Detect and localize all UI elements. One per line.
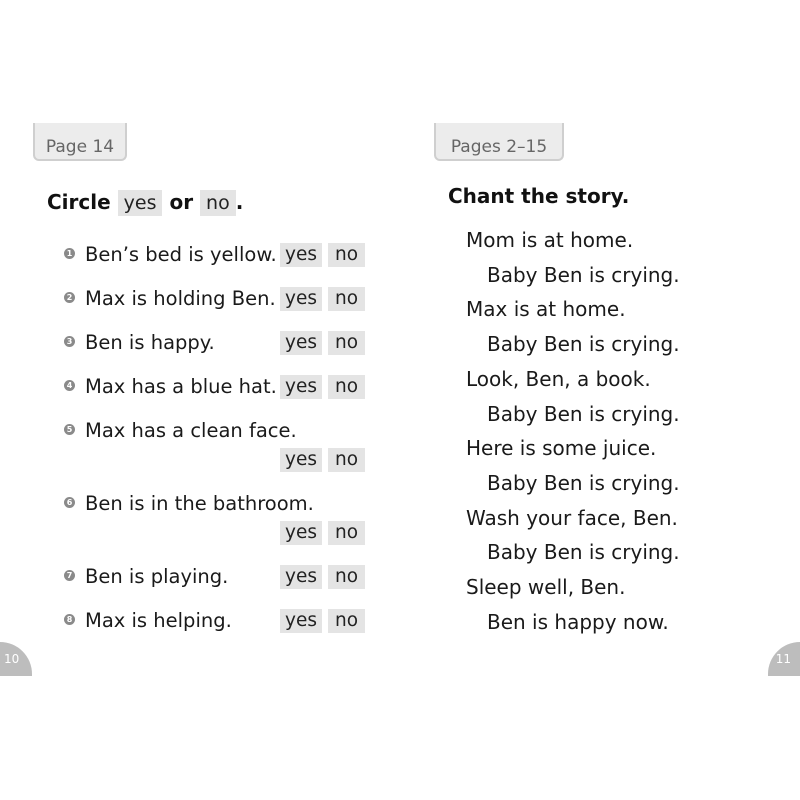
question-text: Ben is happy. [85,331,215,354]
no-option[interactable]: no [328,565,365,589]
chant-line: Baby Ben is crying. [487,332,680,356]
question-item [64,331,215,354]
chant-line: Ben is happy now. [487,610,669,634]
instruction-yes-chip: yes [118,190,163,216]
page-reference-tab-right: Pages 2–15 [434,123,564,161]
answer-options [280,521,365,545]
item-number-badge: 8 [64,614,75,625]
question-item [64,565,228,588]
item-number-badge: 5 [64,424,75,435]
chant-line: Baby Ben is crying. [487,402,680,426]
question-item [64,243,277,266]
question-item [64,419,297,442]
instruction-prefix: Circle [47,190,111,214]
chant-line: Here is some juice. [466,436,657,460]
question-item [64,287,276,310]
item-number-badge: 1 [64,248,75,259]
chant-line: Max is at home. [466,297,626,321]
no-option[interactable]: no [328,243,365,267]
yes-option[interactable]: yes [280,331,322,355]
answer-options [280,609,365,633]
answer-options [280,565,365,589]
yes-option[interactable]: yes [280,243,322,267]
yes-option[interactable]: yes [280,609,322,633]
answer-options [280,243,365,267]
item-number-badge: 6 [64,497,75,508]
question-text: Max is helping. [85,609,232,632]
answer-options [280,375,365,399]
page-number-right: 11 [768,642,800,676]
no-option[interactable]: no [328,331,365,355]
item-number-badge: 3 [64,336,75,347]
chant-line: Sleep well, Ben. [466,575,626,599]
no-option[interactable]: no [328,609,365,633]
question-text: Max is holding Ben. [85,287,276,310]
question-item [64,609,232,632]
instruction-heading [47,190,243,216]
item-number-badge: 7 [64,570,75,581]
instruction-no-chip: no [200,190,236,216]
no-option[interactable]: no [328,448,365,472]
answer-options [280,331,365,355]
yes-option[interactable]: yes [280,375,322,399]
question-text: Max has a clean face. [85,419,297,442]
item-number-badge: 4 [64,380,75,391]
yes-option[interactable]: yes [280,521,322,545]
chant-line: Mom is at home. [466,228,634,252]
page-number-left: 10 [0,642,32,676]
no-option[interactable]: no [328,521,365,545]
yes-option[interactable]: yes [280,448,322,472]
answer-options [280,448,365,472]
question-text: Max has a blue hat. [85,375,277,398]
yes-option[interactable]: yes [280,565,322,589]
chant-line: Look, Ben, a book. [466,367,651,391]
chant-line: Wash your face, Ben. [466,506,678,530]
question-text: Ben is in the bathroom. [85,492,314,515]
question-item [64,375,277,398]
question-item [64,492,314,515]
chant-line: Baby Ben is crying. [487,471,680,495]
question-text: Ben is playing. [85,565,229,588]
chant-heading: Chant the story. [448,184,630,208]
no-option[interactable]: no [328,287,365,311]
instruction-suffix: . [235,190,244,214]
chant-line: Baby Ben is crying. [487,540,680,564]
page-reference-tab-left: Page 14 [33,123,127,161]
question-text: Ben’s bed is yellow. [85,243,277,266]
item-number-badge: 2 [64,292,75,303]
instruction-or: or [169,190,194,214]
chant-line: Baby Ben is crying. [487,263,680,287]
answer-options [280,287,365,311]
yes-option[interactable]: yes [280,287,322,311]
no-option[interactable]: no [328,375,365,399]
